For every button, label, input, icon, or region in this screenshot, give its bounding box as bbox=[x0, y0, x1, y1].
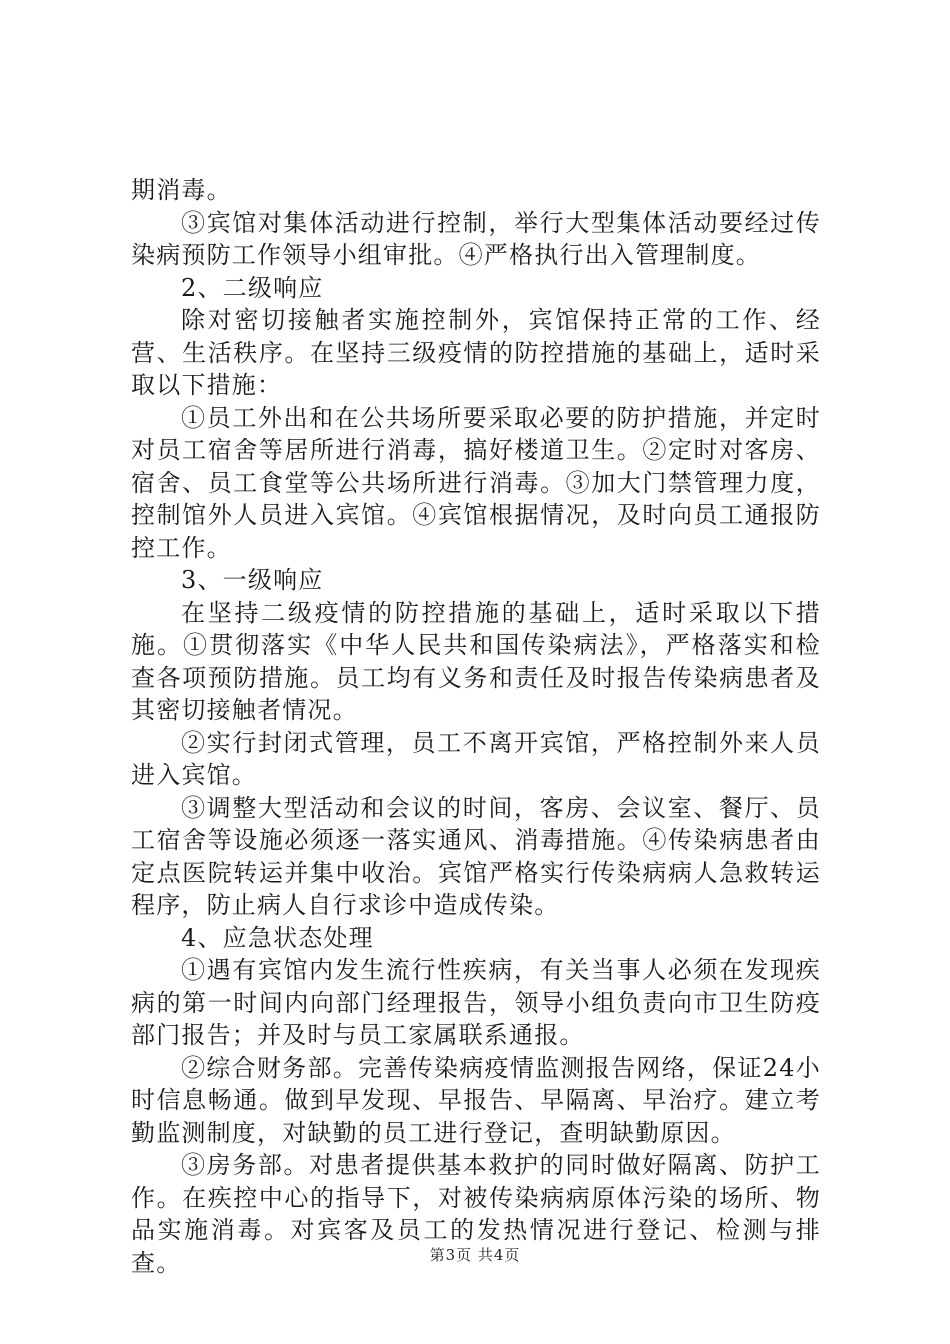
paragraph-emergency-reporting: ①遇有宾馆内发生流行性疾病，有关当事人必须在发现疾病的第一时间内向部门经理报告，领导小组负责向市卫生防疫部门报告；并及时与员工家属联系通报。 bbox=[131, 956, 821, 1049]
page-number-footer: 第3页 共4页 bbox=[429, 1246, 521, 1264]
paragraph-closed-management: ②实行封闭式管理，员工不离开宾馆，严格控制外来人员进入宾馆。 bbox=[131, 728, 821, 789]
document-body bbox=[131, 174, 821, 1279]
paragraph-level-2-intro: 除对密切接触者实施控制外，宾馆保持正常的工作、经营、生活秩序。在坚持三级疫情的防控措施的基础上，适时采取以下措施： bbox=[131, 306, 821, 399]
paragraph-finance-department: ②综合财务部。完善传染病疫情监测报告网络，保证24小时信息畅通。做到早发现、早报告、早隔离、早治疗。建立考勤监测制度，对缺勤的员工进行登记，查明缺勤原因。 bbox=[131, 1053, 821, 1147]
paragraph-adjust-activities: ③调整大型活动和会议的时间，客房、会议室、餐厅、员工宿舍等设施必须逐一落实通风、消毒措施。④传染病患者由定点医院转运并集中收治。宾馆严格实行传染病病人急救转运程序，防止病人自行求诊中造成传染。 bbox=[131, 793, 821, 919]
section-heading-level-2-response: 2、二级响应 bbox=[181, 273, 324, 302]
paragraph-continuation: 期消毒。 bbox=[131, 176, 232, 204]
paragraph-housekeeping-department: ③房务部。对患者提供基本救护的同时做好隔离、防护工作。在疾控中心的指导下，对被传染病病原体污染的场所、物品实施消毒。对宾客及员工的发热情况进行登记、检测与排查。 bbox=[131, 1151, 821, 1277]
section-heading-emergency-handling: 4、应急状态处理 bbox=[181, 923, 374, 952]
section-heading-level-1-response: 3、一级响应 bbox=[181, 566, 324, 594]
paragraph-level-2-measures: ①员工外出和在公共场所要采取必要的防护措施，并定时对员工宿舍等居所进行消毒，搞好楼道卫生。②定时对客房、宿舍、员工食堂等公共场所进行消毒。③加大门禁管理力度，控制馆外人员进入宾馆。④宾馆根据情况，及时向员工通报防控工作。 bbox=[131, 403, 821, 562]
paragraph-level-1-intro: 在坚持二级疫情的防控措施的基础上，适时采取以下措施。①贯彻落实《中华人民共和国传染病法》，严格落实和检查各项预防措施。员工均有义务和责任及时报告传染病患者及其密切接触者情况。 bbox=[131, 598, 821, 724]
paragraph-item-3-collective-activities: ③宾馆对集体活动进行控制，举行大型集体活动要经过传染病预防工作领导小组审批。④严格执行出入管理制度。 bbox=[131, 208, 821, 269]
